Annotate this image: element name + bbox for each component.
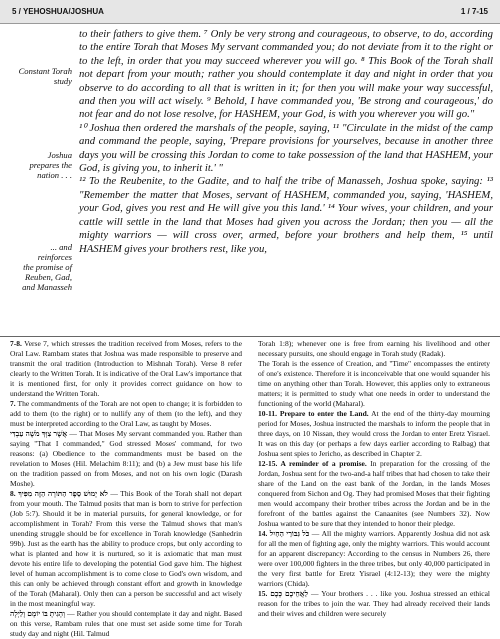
running-header	[0, 0, 500, 24]
commentary-text: — This Book of the Torah shall not depart from your mouth. The Talmud posits that man is born to strive for perfection (Job 5:7). Should it be in material pursuits, for general knowledge, or for accomplishment in Torah? From this verse the Talmud shows that man's unending struggle should be for excellence in Torah knowledge (Sanhedrin 99b). Just as the earth has the ability to produce crops, but only according to what is planted and how it is nurtured, so it is axiomatic that man must devote his entire life to developing the potential God gave him. The highest level of human accomplishment is to come close to God's own wisdom, and this can only be achieved through constant effort and growth in knowledge of the Torah (Maharal). Only then can a person be successful and act wisely in the most meaningful way.	[10, 489, 243, 608]
margin-note-line: prepares the	[29, 160, 72, 170]
margin-note-line: Joshua	[47, 150, 72, 160]
commentary-text: The Torah is the essence of Creation, and "Time" encompasses the entirety of one's existence. Therefore it is inconceivable that one would squander his time on anything other than Torah. However, this applies only to extraneous matters; it is permitted to study what one needs in order to understand the functioning of the world (Maharal).	[258, 359, 490, 408]
commentary-text: — Your brothers . . . like you. Joshua stressed an ethical reason for the tribes to join the war. They had already received their lands and their wives and children were securely	[258, 589, 491, 618]
margin-note-line: Constant Torah	[18, 66, 72, 76]
commentary-text: — Rather you should contemplate it day and night. Based on this verse, Rambam rules that one must set aside some time for Torah study day and night (Hil. Talmud	[10, 609, 243, 638]
commentary-text: In preparation for the crossing of the Jordan, Joshua sent for the two-and-a half tribes that had chosen to take their share of the Land on the east bank of the Jordan, in the lands Moses conquered from Sichon and Og. They had promised Moses that their fighting men would accompany their brother tribes across the Jordan and be in the forefront of the battles against the Canaanites (see Numbers 32). Now Joshua wanted to be sure that they intended to honor their pledge.	[258, 459, 491, 528]
margin-note-reinforces	[0, 242, 72, 292]
margin-note-line: Reuben, Gad,	[24, 272, 72, 282]
section-divider	[0, 336, 500, 337]
commentary-head: 7.	[10, 399, 16, 408]
margin-note-line: and Manasseh	[22, 282, 72, 292]
commentary-head: 15. לַאֲחֵיכֶם כָּכֶם	[258, 589, 309, 598]
margin-note-torah-study	[0, 66, 72, 86]
margin-note-line: reinforces	[37, 252, 72, 262]
commentary-entry	[10, 339, 242, 399]
commentary-head: וְהָגִיתָ בּוֹ יוֹמָם וָלַיְלָה	[10, 609, 66, 618]
commentary-entry	[258, 359, 490, 409]
margin-note-line: study	[53, 76, 72, 86]
commentary-entry	[258, 339, 490, 359]
commentary-entry	[258, 529, 490, 589]
margin-note-line: ... and	[50, 242, 72, 252]
commentary-entry	[258, 459, 490, 529]
commentary-head: 7-8.	[10, 339, 22, 348]
commentary-head: 14. כֹּל גִּבּוֹרֵי הַחַיִל	[258, 529, 310, 538]
commentary-entry	[10, 609, 242, 639]
commentary-text: — All the mighty warriors. Apparently Joshua did not ask for all the men of fighting age, only the mighty warriors. This would account for an apparent discrepancy: According to the census in Numbers 26, there were over 100,000 fighters in the three tribes, but only 40,000 participated in the very first battle for Eretz Yisrael (4:12-13); they were the mighty warriors (Chida).	[258, 529, 491, 588]
commentary-head: 10-11. Prepare to enter the Land.	[258, 409, 369, 418]
commentary-text: At the end of the thirty-day mourning period for Moses, Joshua instructed the marshals to inform the people that in three days, on 10 Nissan, they would cross the Jordan to enter Eretz Yisrael. It was on this day (or perhaps a few days earlier according to Ralbag) that Joshua sent spies to Jericho, as described in Chapter 2.	[258, 409, 490, 458]
scripture-paragraph: ¹⁰ Joshua then ordered the marshals of the people, saying, ¹¹ "Circulate in the midst of the camp and command the people, saying, 'Prepare provisions for yourselves, because in another three days you will be crossing this Jordan to come to take possession of the land that HASHEM, your God, is giving you, to inherit it.' "	[79, 121, 493, 175]
commentary-text: The commandments of the Torah are not open to change; it is forbidden to add to them (to the right) or to nullify any of them (to the left), and they must be interpreted according to the Oral Law, as taught by Moses.	[10, 399, 242, 428]
commentary-right-column	[258, 339, 491, 618]
margin-note-line: nation . . .	[37, 170, 72, 180]
commentary-text: Verse 7, which stresses the tradition received from Moses, refers to the Oral Law. Rambam states that Joshua was made responsible to preserve and transmit the oral tradition (Introduction to Mishnah Torah). Verse 8 refer clearly to the Written Torah. It is indicative of the Oral Law's importance that it is mentioned first, for only it provides correct guidance on how to understand the Written Torah.	[10, 339, 242, 398]
commentary-head: 8. לֹא יָמוּשׁ סֵפֶר הַתּוֹרָה הַזֶּה מִפִּיךָ	[10, 489, 108, 498]
header-book-title: 5 / YEHOSHUA/JOSHUA	[12, 7, 104, 16]
commentary-left-column	[10, 339, 243, 638]
commentary-entry	[10, 399, 242, 429]
commentary-text: — That Moses My servant commanded you. Rather than saying "That I commanded," God stressed Moses' command, for two reasons: (a) Obedience to the commandments must be based on the revelation to Moses (Hil. Melachim 8:11); and (b) a Jew must base his life on the tradition passed on from Moses, and not on his own logic (Darash Moshe).	[10, 429, 242, 488]
margin-note-joshua-prepares	[0, 150, 72, 180]
commentary-text: Torah 1:8); whenever one is free from earning his livelihood and other necessary pursuits, one should engage in Torah study (Radak).	[258, 339, 490, 358]
scripture-paragraph: ¹² To the Reubenite, to the Gadite, and to half the tribe of Manasseh, Joshua spoke, saying: ¹³ "Remember the matter that Moses, servant of HASHEM, commanded you, saying, 'HASHEM, your God, gives you rest and He will give you this land.' ¹⁴ Your wives, your children, and your cattle will settle in the land that Moses had given you across the Jordan; then you — all the mighty warriors — will cross over, armed, before your brothers and help them, ¹⁵ until HASHEM gives your brothers rest, like you,	[79, 175, 493, 255]
header-chapter-verses: 1 / 7-15	[460, 7, 488, 16]
commentary-entry	[258, 409, 490, 459]
commentary-entry	[258, 589, 490, 619]
scripture-paragraph: to their fathers to give them. ⁷ Only be very strong and courageous, to observe, to do, according to the entire Torah that Moses My servant commanded you; do not deviate from it to the right or to the left, in order that you may succeed wherever you will go. ⁸ This Book of the Torah shall not depart from your mouth; rather you should contemplate it day and night in order that you observe to do according to all that is written in it; for then you will make your way successful, and then you will act wisely. ⁹ Behold, I have commanded you, 'Be strong and courageous,' do not fear and do not lose resolve, for HASHEM, your God, is with you wherever you will go."	[79, 28, 493, 121]
scripture-translation	[79, 28, 493, 256]
commentary-head: אֲשֶׁר צִוְּךָ מֹשֶׁה עַבְדִּי	[10, 429, 68, 438]
margin-note-line: the promise of	[23, 262, 72, 272]
commentary-head: 12-15. A reminder of a promise.	[258, 459, 367, 468]
commentary-entry	[10, 489, 242, 609]
commentary-entry	[10, 429, 242, 489]
